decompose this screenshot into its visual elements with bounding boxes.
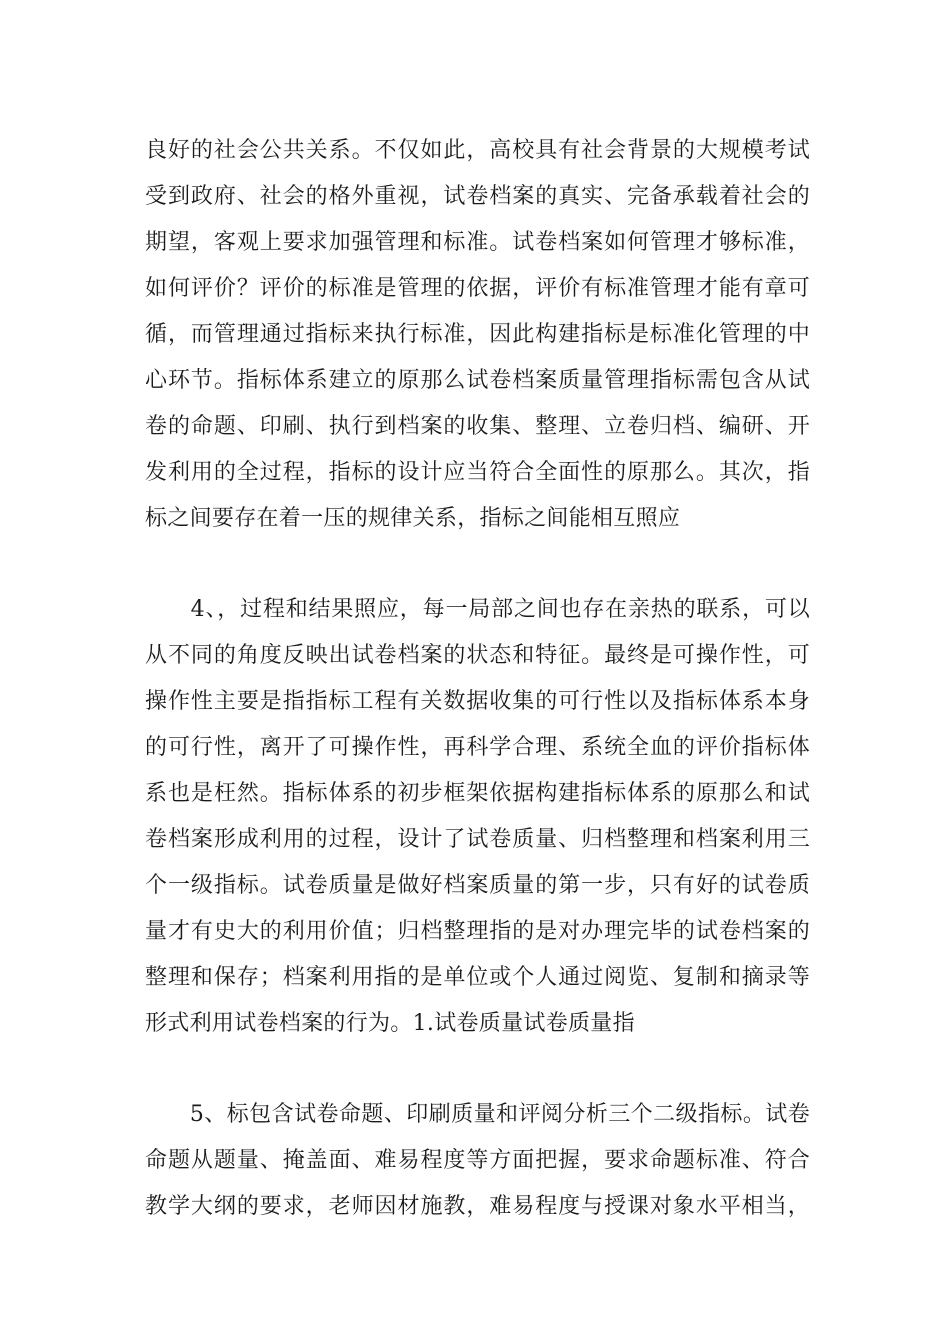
paragraph-2: [145, 587, 810, 1047]
text-line: 操作性主要是指指标工程有关数据收集的可行性以及指标体系本身: [145, 689, 810, 714]
text-line: 从不同的角度反映出试卷档案的状态和特征。最终是可操作性，可: [145, 643, 810, 668]
text-line: 个一级指标。试卷质量是做好档案质量的第一步，只有好的试卷质: [145, 873, 810, 898]
text-line: 形式利用试卷档案的行为。1.试卷质量试卷质量指: [145, 1011, 635, 1036]
text-line: 卷的命题、印刷、执行到档案的收集、整理、立卷归档、编研、开: [145, 414, 810, 439]
text-line: 心环节。指标体系建立的原那么试卷档案质量管理指标需包含从试: [145, 368, 810, 393]
paragraph-3: [145, 1092, 810, 1230]
text-line: 量才有史大的利用价值；归档整理指的是对办理完毕的试卷档案的: [145, 919, 810, 944]
text-line: 教学大纲的要求，老师因材施教，难易程度与授课对象水平相当，: [145, 1194, 810, 1219]
text-line: 4、，过程和结果照应，每一局部之间也存在亲热的联系，可以: [145, 597, 810, 622]
text-line: 发利用的全过程，指标的设计应当符合全面性的原那么。其次，指: [145, 460, 810, 485]
text-line: 命题从题量、掩盖面、难易程度等方面把握，要求命题标准、符合: [145, 1148, 810, 1173]
text-line: 循，而管理通过指标来执行标准，因此构建指标是标准化管理的中: [145, 322, 810, 347]
text-line: 5、标包含试卷命题、印刷质量和评阅分析三个二级指标。试卷: [145, 1102, 810, 1127]
text-line: 系也是枉然。指标体系的初步框架依据构建指标体系的原那么和试: [145, 781, 810, 806]
text-line: 标之间要存在着一压的规律关系，指标之间能相互照应: [145, 506, 681, 531]
paragraph-1: [145, 128, 810, 542]
text-line: 如何评价？评价的标准是管理的依据，评价有标准管理才能有章可: [145, 276, 810, 301]
text-line: 良好的社会公共关系。不仅如此，高校具有社会背景的大规模考试: [145, 138, 810, 163]
text-line: 卷档案形成利用的过程，设计了试卷质量、归档整理和档案利用三: [145, 827, 810, 852]
text-line: 受到政府、社会的格外重视，试卷档案的真实、完备承载着社会的: [145, 184, 810, 209]
text-line: 的可行性，离开了可操作性，再科学合理、系统全血的评价指标体: [145, 735, 810, 760]
text-line: 整理和保存；档案利用指的是单位或个人通过阅览、复制和摘录等: [145, 965, 810, 990]
text-line: 期望，客观上要求加强管理和标准。试卷档案如何管理才够标准，: [145, 230, 810, 255]
